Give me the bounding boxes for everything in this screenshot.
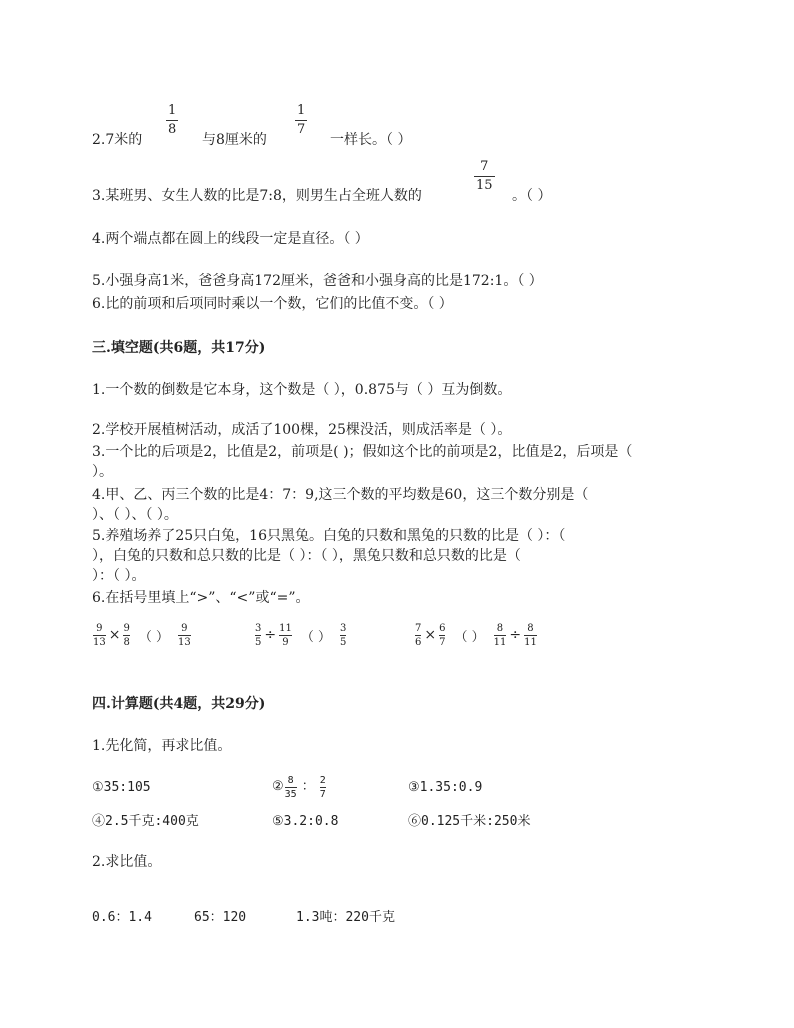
times-operator: × — [424, 627, 437, 643]
calc-item-2 — [272, 770, 327, 804]
judge-q2-part3: 一样长。（ ） — [330, 132, 412, 148]
fraction-bar — [474, 176, 495, 177]
judge-q6: 6.比的前项和后项同时乘以一个数，它们的比值不变。（ ） — [92, 296, 453, 312]
fraction-bar — [255, 635, 261, 636]
fraction — [320, 775, 326, 800]
denominator: 8 — [168, 122, 177, 137]
denominator: 7 — [439, 636, 446, 648]
fraction — [415, 623, 421, 648]
denominator: 6 — [415, 636, 422, 648]
answer-blank[interactable]: （ ） — [300, 629, 331, 645]
fill-q3-line1: 3.一个比的后项是2，比值是2，前项是( )；假如这个比的前项是2，比值是2，后项是（ — [92, 444, 633, 460]
fraction-bar — [166, 120, 178, 121]
judge-q3-part2: 。（ ） — [512, 188, 552, 204]
fill-q5-line1: 5.养殖场养了25只白兔，16只黑兔。白兔的只数和黑兔的只数的比是（ ）：（ — [92, 528, 566, 544]
numerator: 9 — [123, 622, 130, 634]
denominator: 13 — [93, 636, 106, 648]
calc-item-6: ⑥0.125千米:250米 — [408, 814, 531, 829]
numerator: 1 — [168, 103, 177, 118]
denominator: 8 — [123, 636, 130, 648]
compare-item-3 — [414, 618, 538, 652]
denominator: 15 — [476, 178, 493, 193]
fill-q5-line2: ），白兔的只数和总只数的比是（ ）：（ ），黑兔只数和总只数的比是（ — [92, 548, 521, 564]
numerator: 11 — [279, 622, 292, 634]
section3-title: 三.填空题(共6题，共17分) — [92, 340, 266, 356]
fraction-bar — [178, 635, 191, 636]
fraction — [93, 623, 106, 648]
fraction — [255, 623, 261, 648]
numerator: 7 — [415, 622, 422, 634]
calc-item-3: ③1.35:0.9 — [408, 780, 483, 795]
fraction — [178, 623, 191, 648]
denominator: 11 — [493, 636, 507, 648]
numerator: 3 — [339, 622, 347, 634]
numerator: 1 — [297, 103, 306, 118]
judge-q3-part1: 3.某班男、女生人数的比是7:8，则男生占全班人数的 — [92, 188, 422, 204]
denominator: 7 — [297, 122, 306, 137]
numerator: 2 — [319, 774, 326, 786]
numerator: 6 — [439, 622, 446, 634]
fraction — [285, 775, 297, 800]
numerator: 7 — [480, 159, 489, 174]
times-operator: × — [108, 627, 121, 643]
numerator: 8 — [527, 622, 534, 634]
judge-q2-part2: 与8厘米的 — [202, 132, 267, 148]
judge-q5: 5.小强身高1米，爸爸身高172厘米，爸爸和小强身高的比是172:1。（ ） — [92, 273, 543, 289]
denominator: 35 — [284, 788, 297, 800]
judge-q2-part1: 2.7米的 — [92, 132, 143, 148]
judge-q2 — [92, 130, 142, 150]
fraction-bar — [340, 635, 346, 636]
denominator: 7 — [319, 788, 326, 800]
denominator: 13 — [177, 636, 191, 648]
fraction — [524, 623, 537, 648]
calc-item-1: ①35:105 — [92, 780, 151, 795]
fraction — [123, 623, 129, 648]
ratio-item-3: 1.3吨：220千克 — [296, 910, 395, 925]
compare-item-2 — [254, 618, 347, 652]
fraction-seven-fifteenths — [474, 160, 495, 193]
denominator: 9 — [282, 636, 289, 648]
fraction-bar — [93, 635, 106, 636]
fraction-one-eighth — [166, 104, 178, 137]
fill-q2: 2.学校开展植树活动，成活了100棵，25棵没活，则成活率是（ ）。 — [92, 422, 512, 438]
calc-q2: 2.求比值。 — [92, 854, 162, 870]
answer-blank[interactable]: （ ） — [454, 629, 485, 645]
numerator: 3 — [255, 622, 262, 634]
divide-operator: ÷ — [509, 627, 522, 643]
calc-item-5: ⑤3.2:0.8 — [272, 814, 339, 829]
fraction-bar — [524, 635, 537, 636]
fraction-bar — [415, 635, 421, 636]
fraction — [340, 623, 346, 648]
section4-title: 四.计算题(共4题，共29分) — [92, 696, 266, 712]
fraction-bar — [494, 635, 507, 636]
fill-q1: 1.一个数的倒数是它本身，这个数是（ ），0.875与（ ）互为倒数。 — [92, 382, 512, 398]
denominator: 5 — [339, 636, 347, 648]
compare-item-1 — [92, 618, 192, 652]
denominator: 5 — [255, 636, 262, 648]
fraction-one-seventh — [295, 104, 307, 137]
fraction-bar — [320, 787, 326, 788]
fill-q5-line3: ）：（ ）。 — [92, 568, 146, 584]
denominator: 11 — [524, 636, 537, 648]
fraction — [279, 623, 292, 648]
fraction-bar — [439, 635, 445, 636]
fraction-bar — [123, 635, 129, 636]
numerator: 8 — [496, 622, 504, 634]
fraction-bar — [295, 120, 307, 121]
fill-q6: 6.在括号里填上“>”、“<”或“=”。 — [92, 590, 310, 606]
fill-q3-line2: ）。 — [92, 464, 113, 480]
numerator: 8 — [287, 774, 294, 786]
calc-item-4: ④2.5千克:400克 — [92, 814, 199, 829]
answer-blank[interactable]: （ ） — [138, 629, 169, 645]
ratio-item-1: 0.6：1.4 — [92, 910, 152, 925]
fraction-bar — [279, 635, 292, 636]
fraction — [439, 623, 445, 648]
item-number: ② — [272, 779, 284, 794]
ratio-separator: ： — [301, 779, 315, 794]
numerator: 9 — [96, 622, 103, 634]
numerator: 9 — [181, 622, 188, 634]
fraction-bar — [285, 787, 297, 788]
fill-q4-line2: ）、（ ）、（ ）。 — [92, 507, 178, 523]
divide-operator: ÷ — [264, 627, 277, 643]
ratio-item-2: 65：120 — [194, 910, 247, 925]
fill-q4-line1: 4.甲、乙、丙三个数的比是4：7：9,这三个数的平均数是60，这三个数分别是（ — [92, 487, 589, 503]
calc-q1: 1.先化简，再求比值。 — [92, 738, 232, 754]
fraction — [494, 623, 507, 648]
judge-q4: 4.两个端点都在圆上的线段一定是直径。（ ） — [92, 231, 369, 247]
